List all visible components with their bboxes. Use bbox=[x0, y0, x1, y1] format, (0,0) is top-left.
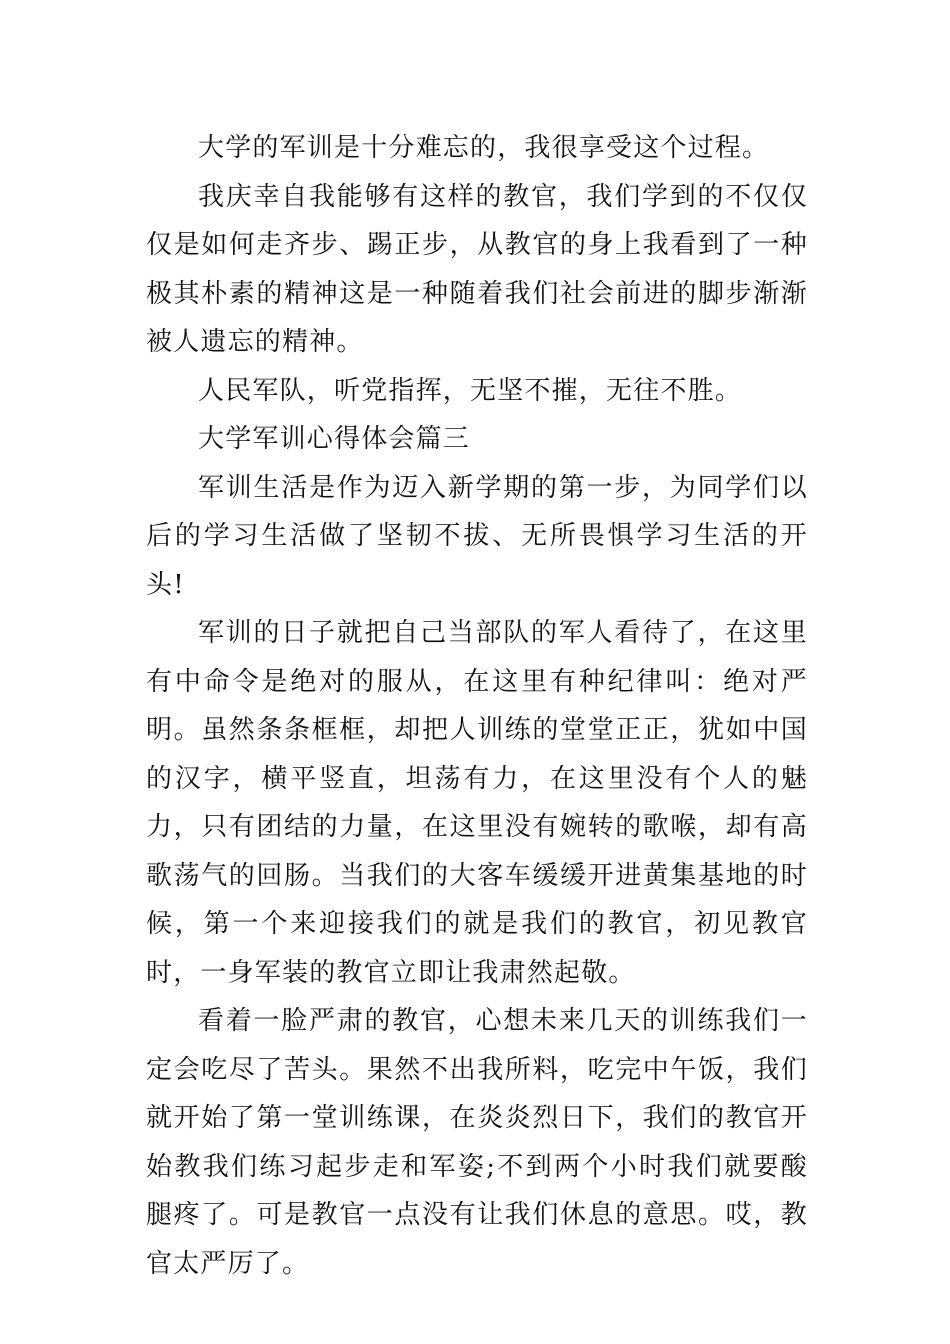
paragraph-6: 看着一脸严肃的教官，心想未来几天的训练我们一定会吃尽了苦头。果然不出我所料，吃完中午饭，我们就开始了第一堂训练课，在炎炎烈日下，我们的教官开始教我们练习起步走和军姿;不到两个小时我们就要酸腿疼了。可是教官一点没有让我们休息的意思。哎，教官太严厉了。 bbox=[146, 1006, 808, 1279]
paragraph-1: 大学的军训是十分难忘的，我很享受这个过程。 bbox=[198, 133, 770, 163]
paragraph-5: 军训的日子就把自己当部队的军人看待了，在这里有中命令是绝对的服从，在这里有种纪律叫：绝对严明。虽然条条框框，却把人训练的堂堂正正，犹如中国的汉字，横平竖直，坦荡有力，在这里没有个人的魅力，只有团结的力量，在这里没有婉转的歌喉，却有高歌荡气的回肠。当我们的大客车缓缓开进黄集基地的时候，第一个来迎接我们的就是我们的教官，初见教官时，一身军装的教官立即让我肃然起敬。 bbox=[146, 618, 808, 988]
document-body bbox=[146, 124, 808, 1288]
paragraph-4: 军训生活是作为迈入新学期的第一步，为同学们以后的学习生活做了坚韧不拔、无所畏惧学习生活的开头! bbox=[146, 472, 808, 600]
paragraph-2: 我庆幸自我能够有这样的教官，我们学到的不仅仅仅是如何走齐步、踢正步，从教官的身上我看到了一种极其朴素的精神这是一种随着我们社会前进的脚步渐渐被人遗忘的精神。 bbox=[146, 181, 808, 357]
paragraph-3: 人民军队，听党指挥，无坚不摧，无往不胜。 bbox=[198, 375, 743, 406]
section-heading: 大学军训心得体会篇三 bbox=[198, 424, 471, 454]
